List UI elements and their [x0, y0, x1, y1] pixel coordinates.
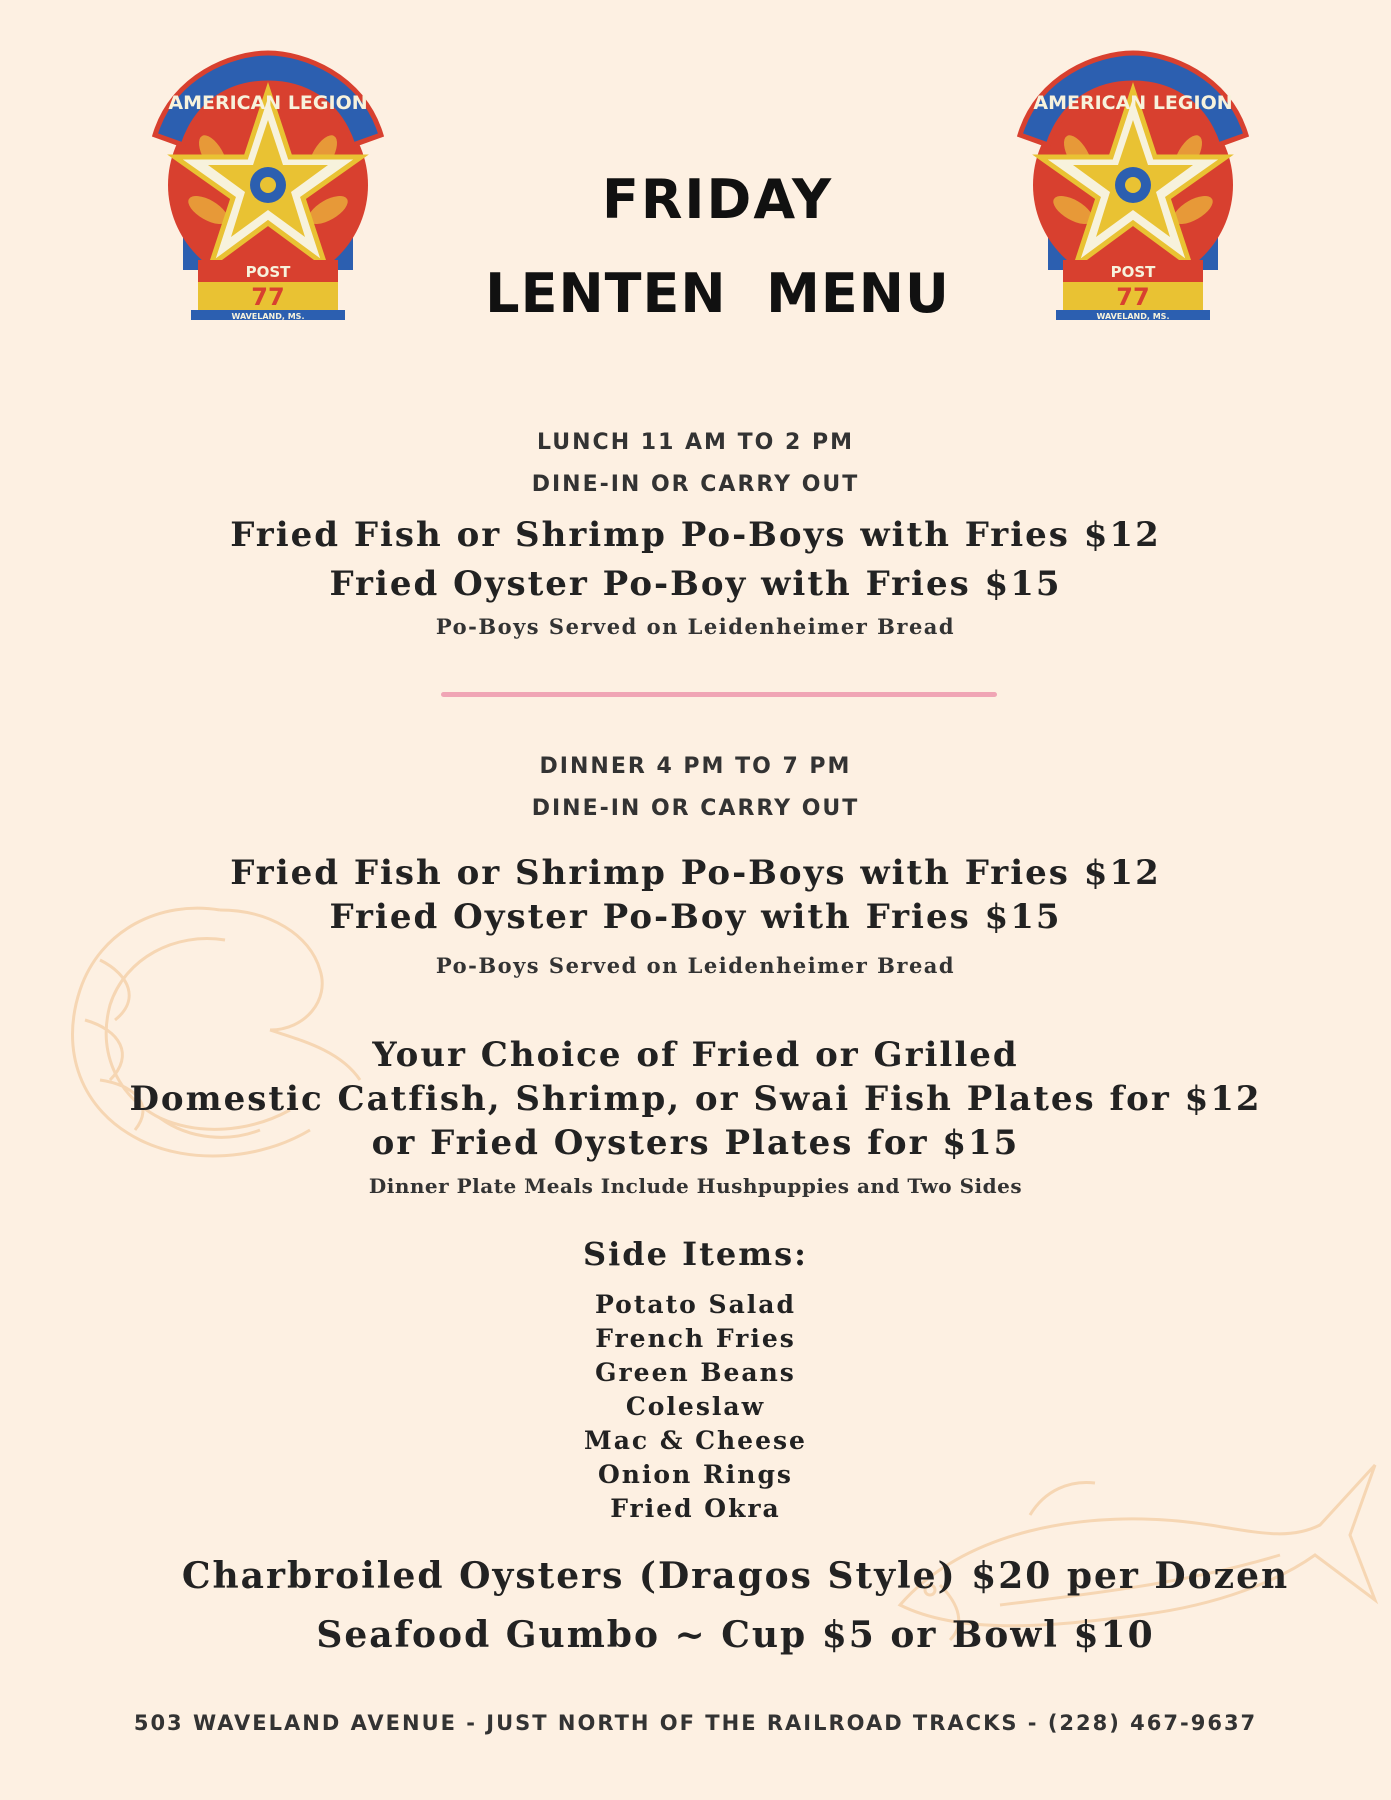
logo-ribbon-text: AMERICAN LEGION: [168, 92, 368, 114]
dinner-plates-line: Domestic Catfish, Shrimp, or Swai Fish Plates for $12: [129, 1079, 1262, 1119]
special-item: Seafood Gumbo ~ Cup $5 or Bowl $10: [316, 1614, 1155, 1656]
side-item: French Fries: [595, 1324, 796, 1353]
menu-title-line-1: FRIDAY: [601, 168, 834, 231]
dinner-note: Po-Boys Served on Leidenheimer Bread: [435, 953, 956, 978]
side-item: Green Beans: [595, 1358, 796, 1387]
side-item: Onion Rings: [597, 1460, 793, 1489]
logo-post-label: POST: [245, 263, 291, 281]
footer-address: 503 WAVELAND AVENUE - JUST NORTH OF THE RAILROAD TRACKS - (228) 467-9637: [133, 1711, 1258, 1735]
dinner-service: DINE-IN OR CARRY OUT: [531, 796, 860, 821]
lunch-item: Fried Oyster Po-Boy with Fries $15: [329, 564, 1062, 604]
logo-post-label: POST: [1110, 263, 1156, 281]
dinner-plates-line: or Fried Oysters Plates for $15: [371, 1123, 1020, 1163]
side-item: Coleslaw: [625, 1392, 766, 1421]
side-item: Potato Salad: [595, 1290, 796, 1319]
logo-post-number: 77: [251, 283, 285, 311]
lunch-note: Po-Boys Served on Leidenheimer Bread: [435, 614, 956, 639]
menu-title-line-2: LENTEN MENU: [485, 262, 950, 325]
dinner-item: Fried Fish or Shrimp Po-Boys with Fries $12: [230, 853, 1161, 893]
dinner-plates-line: Your Choice of Fried or Grilled: [372, 1035, 1019, 1075]
lunch-hours: LUNCH 11 AM TO 2 PM: [537, 430, 854, 455]
dinner-item: Fried Oyster Po-Boy with Fries $15: [329, 897, 1062, 937]
lunch-item: Fried Fish or Shrimp Po-Boys with Fries $12: [230, 515, 1161, 555]
logo-location: WAVELAND, MS.: [1096, 312, 1170, 320]
side-item: Mac & Cheese: [584, 1426, 807, 1455]
lunch-service: DINE-IN OR CARRY OUT: [531, 472, 860, 497]
logo-ribbon-text: AMERICAN LEGION: [1033, 92, 1233, 114]
side-item: Fried Okra: [610, 1494, 781, 1523]
section-divider: [441, 692, 997, 697]
logo-location: WAVELAND, MS.: [231, 312, 305, 320]
special-item: Charbroiled Oysters (Dragos Style) $20 per Dozen: [181, 1555, 1290, 1597]
dinner-hours: DINNER 4 PM TO 7 PM: [539, 754, 852, 779]
dinner-plates-note: Dinner Plate Meals Include Hushpuppies and Two Sides: [368, 1174, 1023, 1198]
side-items-heading: Side Items:: [583, 1235, 808, 1273]
logo-post-number: 77: [1116, 283, 1150, 311]
